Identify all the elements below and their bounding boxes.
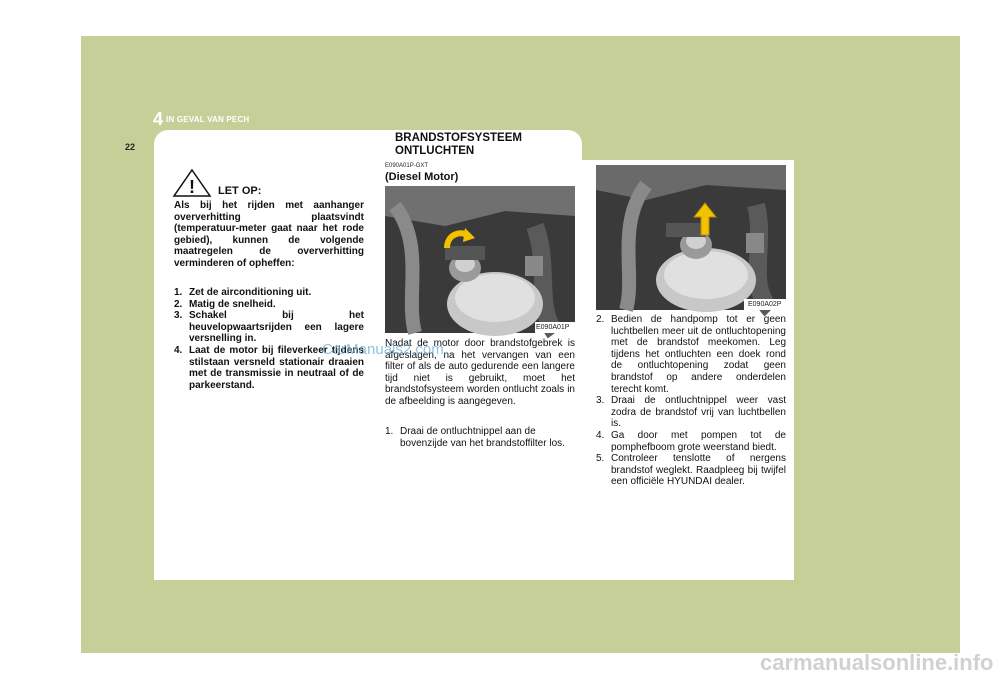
list-item: 4. Laat de motor bij fileverkeer tijdens stilstaan versneld stationair draaien met de transmissie in neutraal of de parkeerstand. [174, 344, 364, 391]
step-list-middle [385, 426, 575, 449]
image-code: E090A02P [748, 301, 782, 308]
section-code: E090A01P-GXT [385, 163, 429, 169]
page-number: 22 [125, 142, 136, 152]
list-item: 5. Controleer tenslotte of nergens brandstof weglekt. Raadpleeg bij twijfel een officiële HYUNDAI dealer. [596, 453, 786, 488]
watermark-inline: CarManuals2.com [322, 341, 444, 358]
image-code: E090A01P [536, 324, 570, 331]
warning-heading: LET OP: [218, 185, 262, 197]
up-arrow-icon [694, 203, 716, 235]
step-list-right [596, 314, 786, 488]
body-paragraph: Nadat de motor door brandstofgebrek is afgeslagen, na het vervangen van een filter of als de auto gedurende een langere tijd niet is gebruikt, moet het brandstofsysteem worden ontlucht zoals in de afbeelding is aangegeven. [385, 338, 575, 407]
engine-subtitle: (Diesel Motor) [385, 171, 459, 183]
watermark-footer: carmanualsonline.info [760, 650, 994, 675]
chapter-title: IN GEVAL VAN PECH [166, 115, 250, 124]
chapter-number: 4 [153, 109, 164, 129]
warning-intro: Als bij het rijden met aanhanger oververhitting plaatsvindt (temperatuur-meter gaat naar het rode gebied), kunnen de volgende maatregelen de oververhitting verminderen of opheffen: [174, 200, 364, 269]
warning-triangle-icon [172, 168, 212, 198]
warning-list [174, 287, 364, 391]
curved-arrow-icon [443, 226, 477, 252]
list-item: 2. Matig de snelheid. [174, 298, 276, 310]
list-item: 3. Schakel bij het heuvelopwaartsrijden een lagere versnelling in. [174, 310, 364, 345]
list-item: 2. Bedien de handpomp tot er geen luchtbellen meer uit de ontluchtopening met de brandstof meekomen. Leg tijdens het ontluchten een doek rond de ontluchtopening zodat geen brandstof op andere onderdelen terecht komt. [596, 314, 786, 395]
engine-photo-1 [385, 186, 575, 333]
list-item: 3. Draai de ontluchtnippel weer vast zodra de brandstof vrij van luchtbellen is. [596, 395, 786, 430]
list-item: 4. Ga door met pompen tot de pomphefboom grote weerstand biedt. [596, 429, 786, 453]
section-title: BRANDSTOFSYSTEEM ONTLUCHTEN [395, 132, 522, 157]
svg-text:!: ! [189, 177, 195, 197]
list-item: 1. Zet de airconditioning uit. [174, 287, 312, 298]
list-item: 1. Draai de ontluchtnippel aan de bovenzijde van het brandstoffilter los. [385, 426, 565, 449]
engine-photo-2 [596, 165, 786, 310]
